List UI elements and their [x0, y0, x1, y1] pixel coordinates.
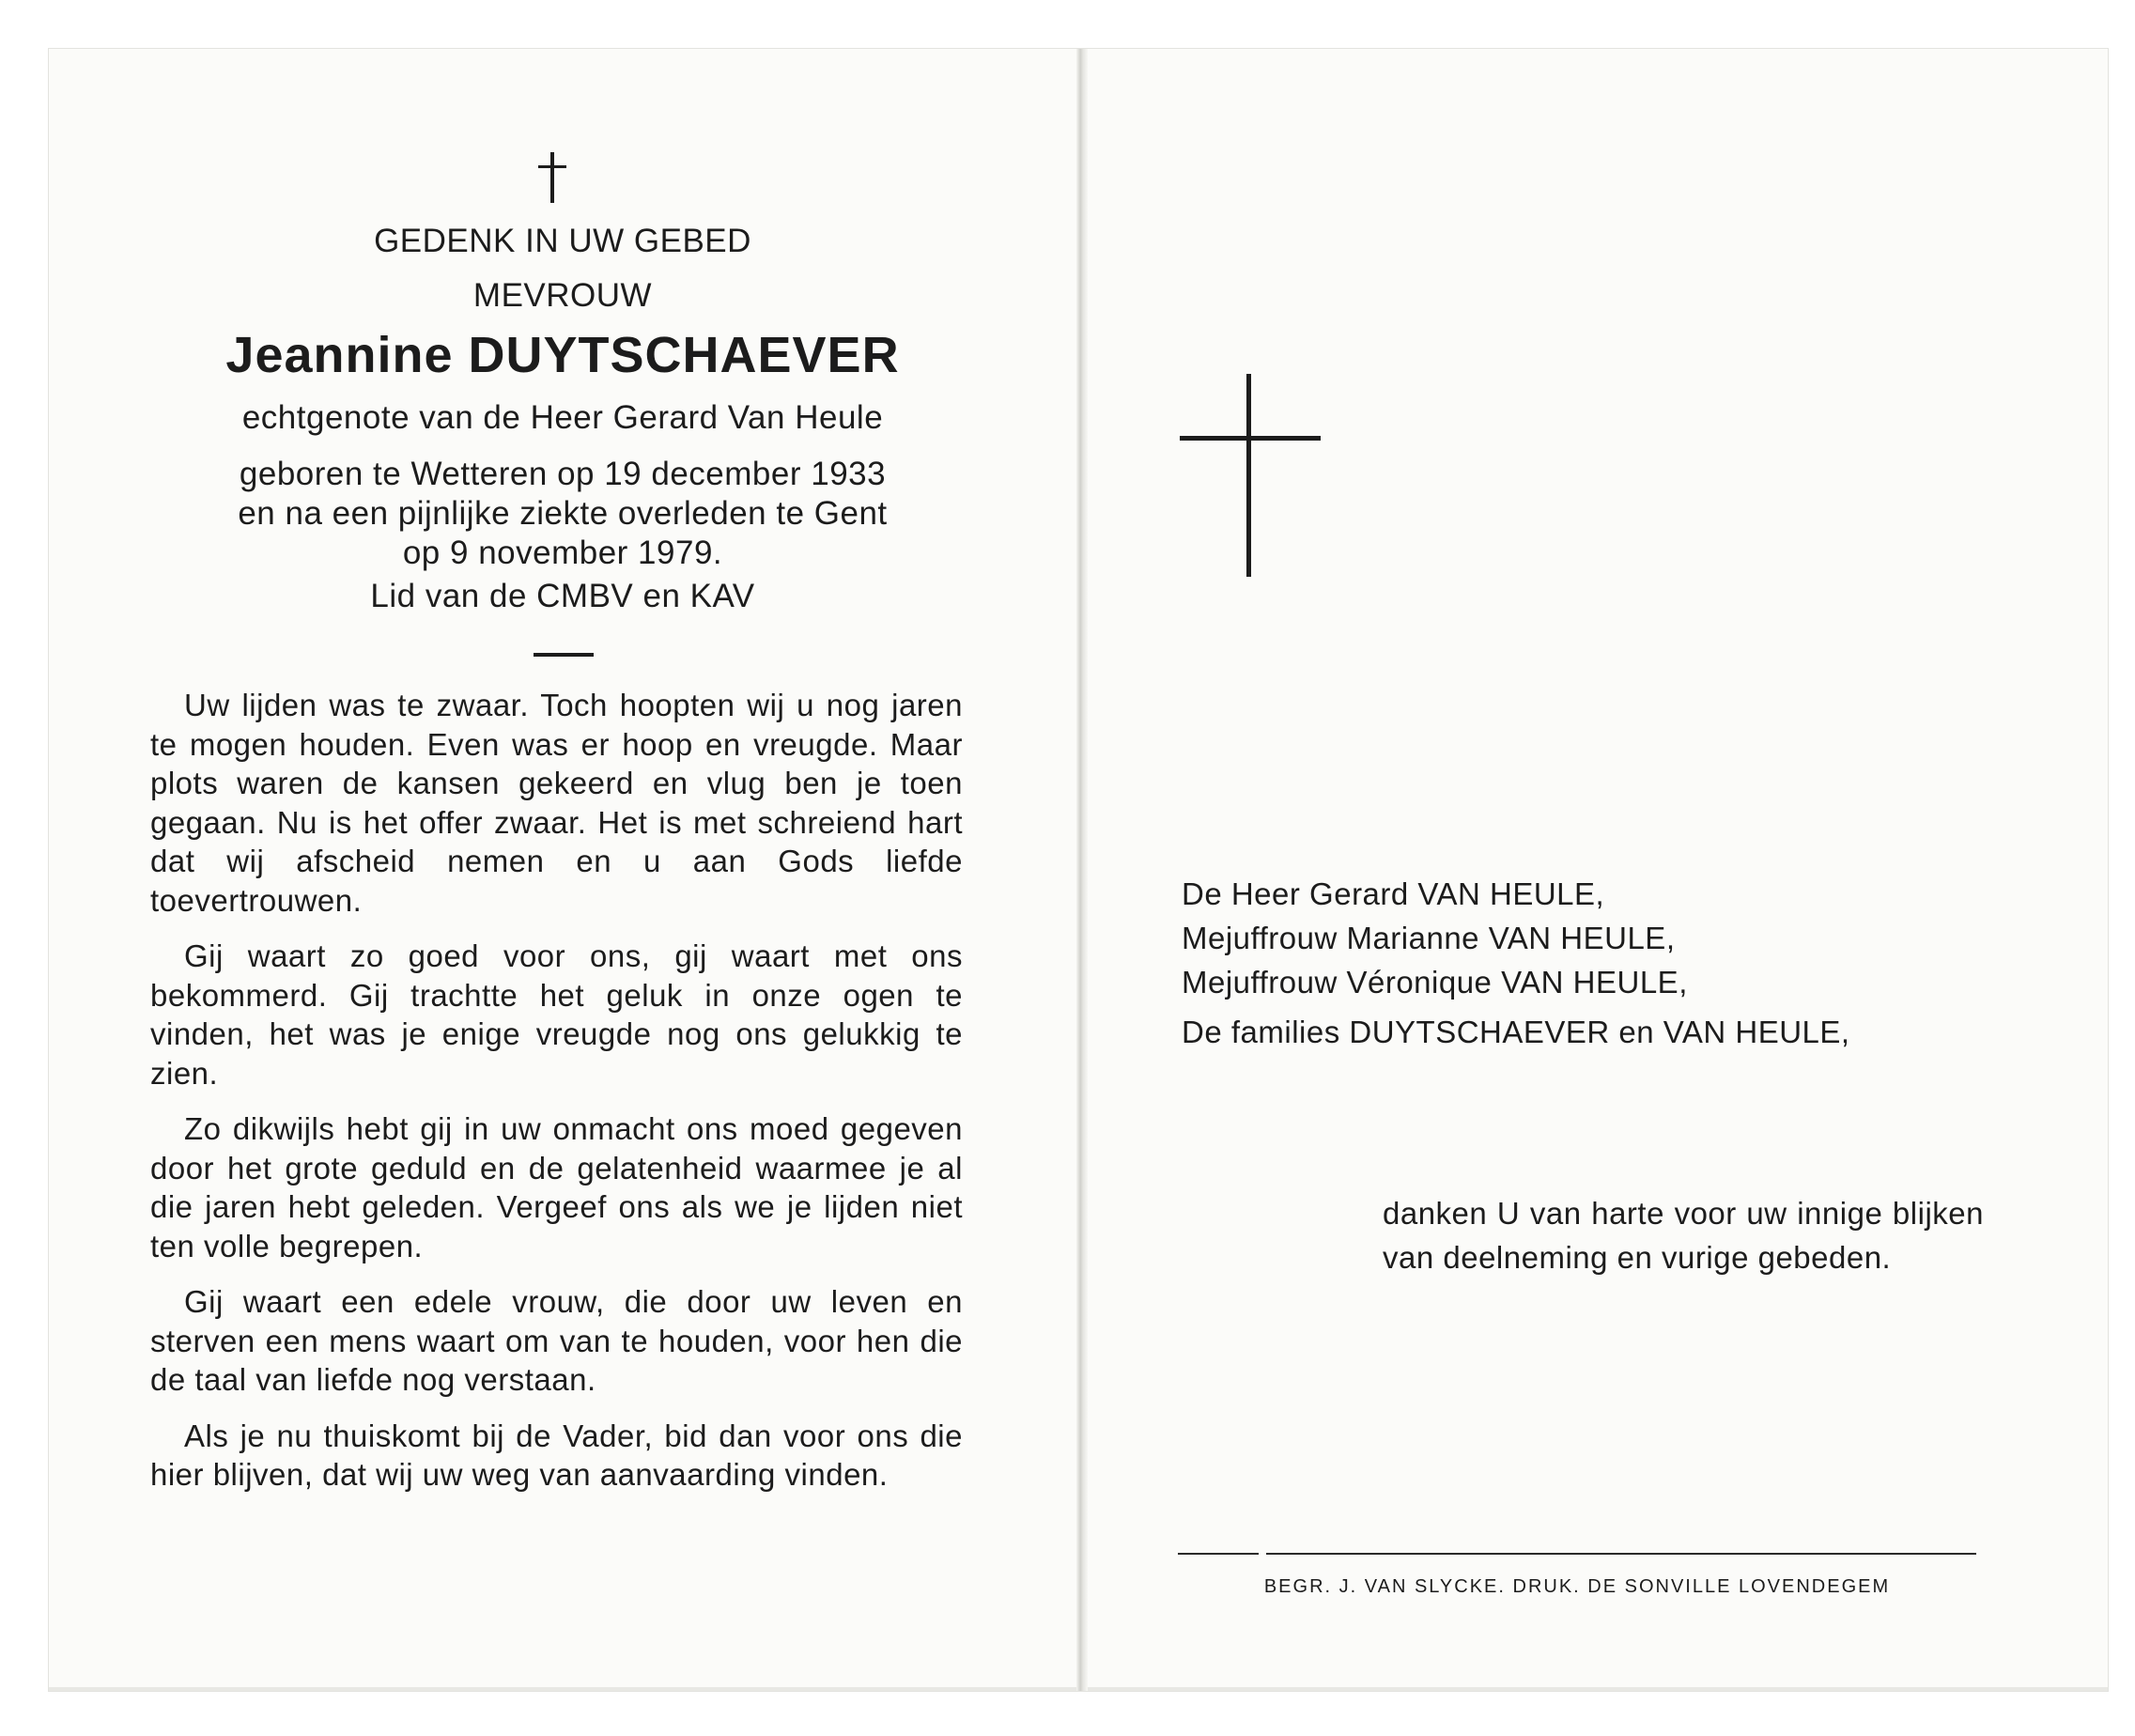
- family-member: De Heer Gerard VAN HEULE,: [1182, 876, 1605, 911]
- right-panel: [1088, 49, 2108, 1691]
- card-fold: [1076, 49, 1088, 1691]
- deceased-name: Jeannine DUYTSCHAEVER: [225, 327, 900, 383]
- spouse-line: echtgenote van de Heer Gerard Van Heule: [241, 399, 884, 436]
- footer-rule: [1266, 1553, 1976, 1555]
- left-panel: [49, 49, 1076, 1691]
- printer-credit: BEGR. J. VAN SLYCKE. DRUK. DE SONVILLE LOVENDEGEM: [1263, 1576, 1891, 1597]
- family-list: [1182, 872, 2083, 1054]
- family-member: Mejuffrouw Véronique VAN HEULE,: [1182, 965, 1688, 1000]
- divider: [534, 653, 594, 657]
- thanks-text: danken U van harte voor uw innige blijken van deelneming en vurige gebeden.: [1383, 1196, 1984, 1275]
- death-line-1: en na een pijnlijke ziekte overleden te Gent: [238, 495, 888, 532]
- paragraph: Gij waart een edele vrouw, die door uw leven en sterven een mens waart om van te houden, voor hen die de taal van liefde nog verstaan.: [150, 1284, 963, 1397]
- prayer-header: GEDENK IN UW GEBED: [374, 223, 751, 259]
- paragraph: Zo dikwijls hebt gij in uw onmacht ons moed gegeven door het grote geduld en de gelatenheid waarmee je al die jaren hebt geleden. Vergeef ons als we je lijden niet ten volle begrepen.: [150, 1111, 963, 1263]
- family-member: De families DUYTSCHAEVER en VAN HEULE,: [1182, 1015, 1850, 1049]
- footer-rule: [1178, 1553, 1259, 1555]
- small-cross-icon: [538, 152, 566, 203]
- membership-line: Lid van de CMBV en KAV: [370, 578, 755, 614]
- paragraph: Gij waart zo goed voor ons, gij waart met ons bekommerd. Gij trachtte het geluk in onze ogen te vinden, het was je enige vreugde nog ons gelukkig te zien.: [150, 938, 963, 1091]
- family-member: Mejuffrouw Marianne VAN HEULE,: [1182, 921, 1676, 955]
- memorial-text: [150, 686, 963, 1511]
- honorific: MEVROUW: [472, 277, 653, 314]
- paragraph: Uw lijden was te zwaar. Toch hoopten wij u nog jaren te mogen houden. Even was er hoop en vreugde. Maar plots waren de kansen gekeerd en vlug ben je toen gegaan. Nu is het offer zwaar. Het is met schreiend hart dat wij afscheid nemen en u aan Gods liefde toevertrouwen.: [150, 688, 963, 918]
- birth-line: geboren te Wetteren op 19 december 1933: [239, 456, 887, 492]
- large-cross-icon: [1180, 374, 1321, 577]
- paragraph: Als je nu thuiskomt bij de Vader, bid dan voor ons die hier blijven, dat wij uw weg van aanvaarding vinden.: [150, 1418, 963, 1492]
- death-line-2: op 9 november 1979.: [402, 535, 723, 571]
